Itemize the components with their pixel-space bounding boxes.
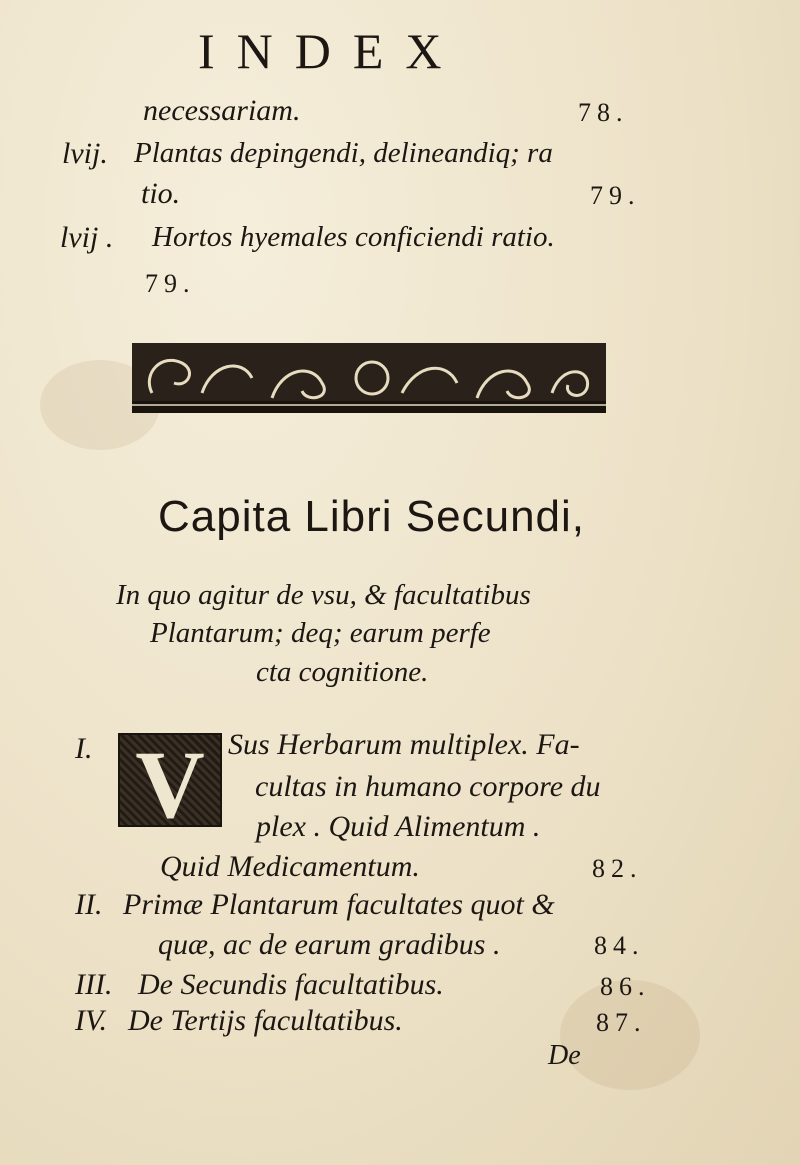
section-subtitle: Plantarum; deq; earum perfe <box>150 617 491 649</box>
entry-text: Sus Herbarum multiplex. Fa- <box>228 728 580 761</box>
entry-page: 86. <box>600 972 651 1001</box>
entry-page: 84. <box>594 931 645 960</box>
entry-page: 78. <box>578 98 629 127</box>
entry-page: 82. <box>592 854 643 883</box>
entry-page: 87. <box>596 1008 647 1037</box>
entry-page: 79. <box>145 269 196 298</box>
entry-text: necessariam. <box>143 94 301 127</box>
entry-text: De Tertijs facultatibus. <box>128 1004 403 1037</box>
ornament-band <box>132 343 606 413</box>
section-subtitle: cta cognitione. <box>256 656 429 688</box>
entry-text: plex . Quid Alimentum . <box>256 810 541 843</box>
entry-number: lvij . <box>60 221 114 254</box>
entry-number: III. <box>75 968 113 1001</box>
section-title: Capita Libri Secundi, <box>158 492 586 541</box>
drop-cap: V <box>118 733 222 827</box>
entry-page: 79. <box>590 181 641 210</box>
entry-number: II. <box>75 888 103 921</box>
entry-text: Primæ Plantarum facultates quot & <box>123 888 555 921</box>
section-subtitle: In quo agitur de vsu, & facultatibus <box>116 579 531 611</box>
entry-text: De Secundis facultatibus. <box>138 968 444 1001</box>
entry-text: quæ, ac de earum gradibus . <box>158 928 501 961</box>
entry-text: Quid Medicamentum. <box>160 850 420 883</box>
entry-number: IV. <box>75 1004 107 1037</box>
entry-text: Hortos hyemales conficiendi ratio. <box>152 221 555 253</box>
entry-text: tio. <box>141 177 181 210</box>
entry-text: Plantas depingendi, delineandiq; ra <box>134 137 553 169</box>
entry-text: cultas in humano corpore du <box>255 770 601 803</box>
entry-number: lvij. <box>62 137 108 170</box>
page-header: INDEX <box>198 23 464 79</box>
catchword: De <box>548 1040 581 1071</box>
entry-number: I. <box>75 732 93 765</box>
